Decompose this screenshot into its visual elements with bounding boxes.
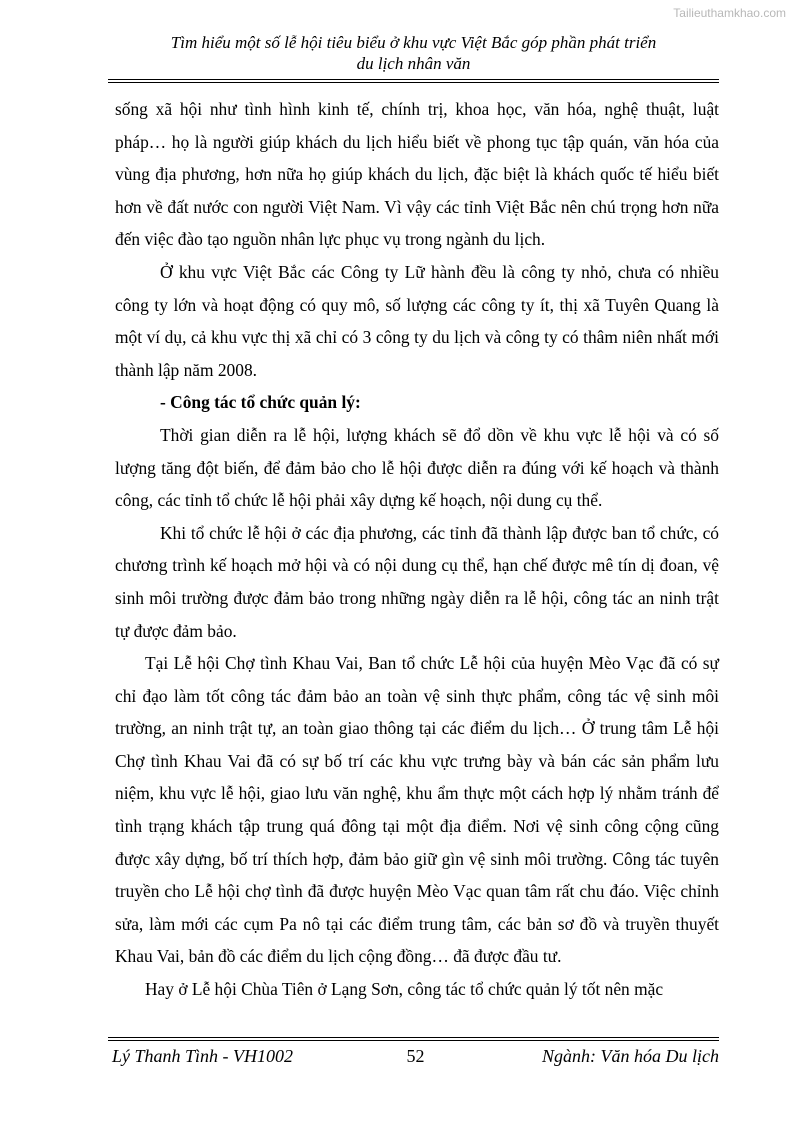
page-number: 52	[406, 1046, 425, 1066]
paragraph-continuation: sống xã hội như tình hình kinh tế, chính trị, khoa học, văn hóa, nghệ thuật, luật pháp… họ là người giúp khách du lịch hiểu biết về phong tục tập quán, văn hóa của vùng địa phương, hơn nữa họ giúp khách du lịch, đặc biệt là khách quốc tế hiểu biết hơn về đất nước con người Việt Nam. Vì vậy các tỉnh Việt Bắc nên chú trọng hơn nữa đến việc đào tạo nguồn nhân lực phục vụ trong ngành du lịch.	[115, 99, 719, 250]
header-title-line-1: Tìm hiểu một số lễ hội tiêu biểu ở khu vực Việt Bắc góp phần phát triển	[170, 33, 657, 52]
watermark-text: Tailieuthamkhao.com	[673, 6, 786, 20]
paragraph-organizing-committee: Khi tổ chức lễ hội ở các địa phương, các tỉnh đã thành lập được ban tổ chức, có chương trình kế hoạch mở hội và có nội dung cụ thể, hạn chế được mê tín dị đoan, vệ sinh môi trường được đảm bảo trong những ngày diễn ra lễ hội, công tác an ninh trật tự được đảm bảo.	[115, 522, 719, 641]
page-header	[108, 32, 719, 74]
section-heading: - Công tác tổ chức quản lý:	[160, 392, 361, 413]
header-divider	[108, 79, 719, 83]
footer-department: Ngành: Văn hóa Du lịch	[542, 1046, 719, 1066]
paragraph-travel-companies: Ở khu vực Việt Bắc các Công ty Lữ hành đều là công ty nhỏ, chưa có nhiều công ty lớn và hoạt động có quy mô, số lượng các công ty ít, thị xã Tuyên Quang là một ví dụ, cả khu vực thị xã chỉ có 3 công ty du lịch và công ty có thâm niên nhất mới thành lập năm 2008.	[115, 261, 719, 380]
paragraph-festival-planning: Thời gian diễn ra lễ hội, lượng khách sẽ đổ dồn về khu vực lễ hội và có số lượng tăng đột biến, để đảm bảo cho lễ hội được diễn ra đúng với kế hoạch và thành công, các tỉnh tổ chức lễ hội phải xây dựng kế hoạch, nội dung cụ thể.	[115, 424, 719, 511]
document-body	[115, 93, 719, 1006]
paragraph-chua-tien: Hay ở Lễ hội Chùa Tiên ở Lạng Sơn, công tác tổ chức quản lý tốt nên mặc	[145, 979, 664, 1000]
paragraph-khau-vai: Tại Lễ hội Chợ tình Khau Vai, Ban tổ chức Lễ hội của huyện Mèo Vạc đã có sự chỉ đạo làm tốt công tác đảm bảo an toàn vệ sinh thực phẩm, công tác vệ sinh môi trường, an ninh trật tự, an toàn giao thông tại các điểm du lịch… Ở trung tâm Lễ hội Chợ tình Khau Vai đã có sự bố trí các khu vực trưng bày và bán các sản phẩm lưu niệm, khu vực lễ hội, giao lưu văn nghệ, khu ẩm thực một cách hợp lý nhằm tránh để tình trạng khách tập trung quá đông tại một địa điểm. Nơi vệ sinh công cộng cũng được xây dựng, bố trí thích hợp, đảm bảo giữ gìn vệ sinh môi trường. Công tác tuyên truyền cho Lễ hội chợ tình đã được huyện Mèo Vạc quan tâm rất chu đáo. Việc chỉnh sửa, làm mới các cụm Pa nô tại các điểm trung tâm, các bản sơ đồ và truyền thuyết Khau Vai, bản đồ các điểm du lịch cộng đồng… đã được đầu tư.	[115, 653, 719, 967]
header-title-line-2: du lịch nhân văn	[356, 54, 471, 73]
footer-divider	[108, 1037, 719, 1041]
footer-author: Lý Thanh Tình - VH1002	[112, 1046, 294, 1066]
